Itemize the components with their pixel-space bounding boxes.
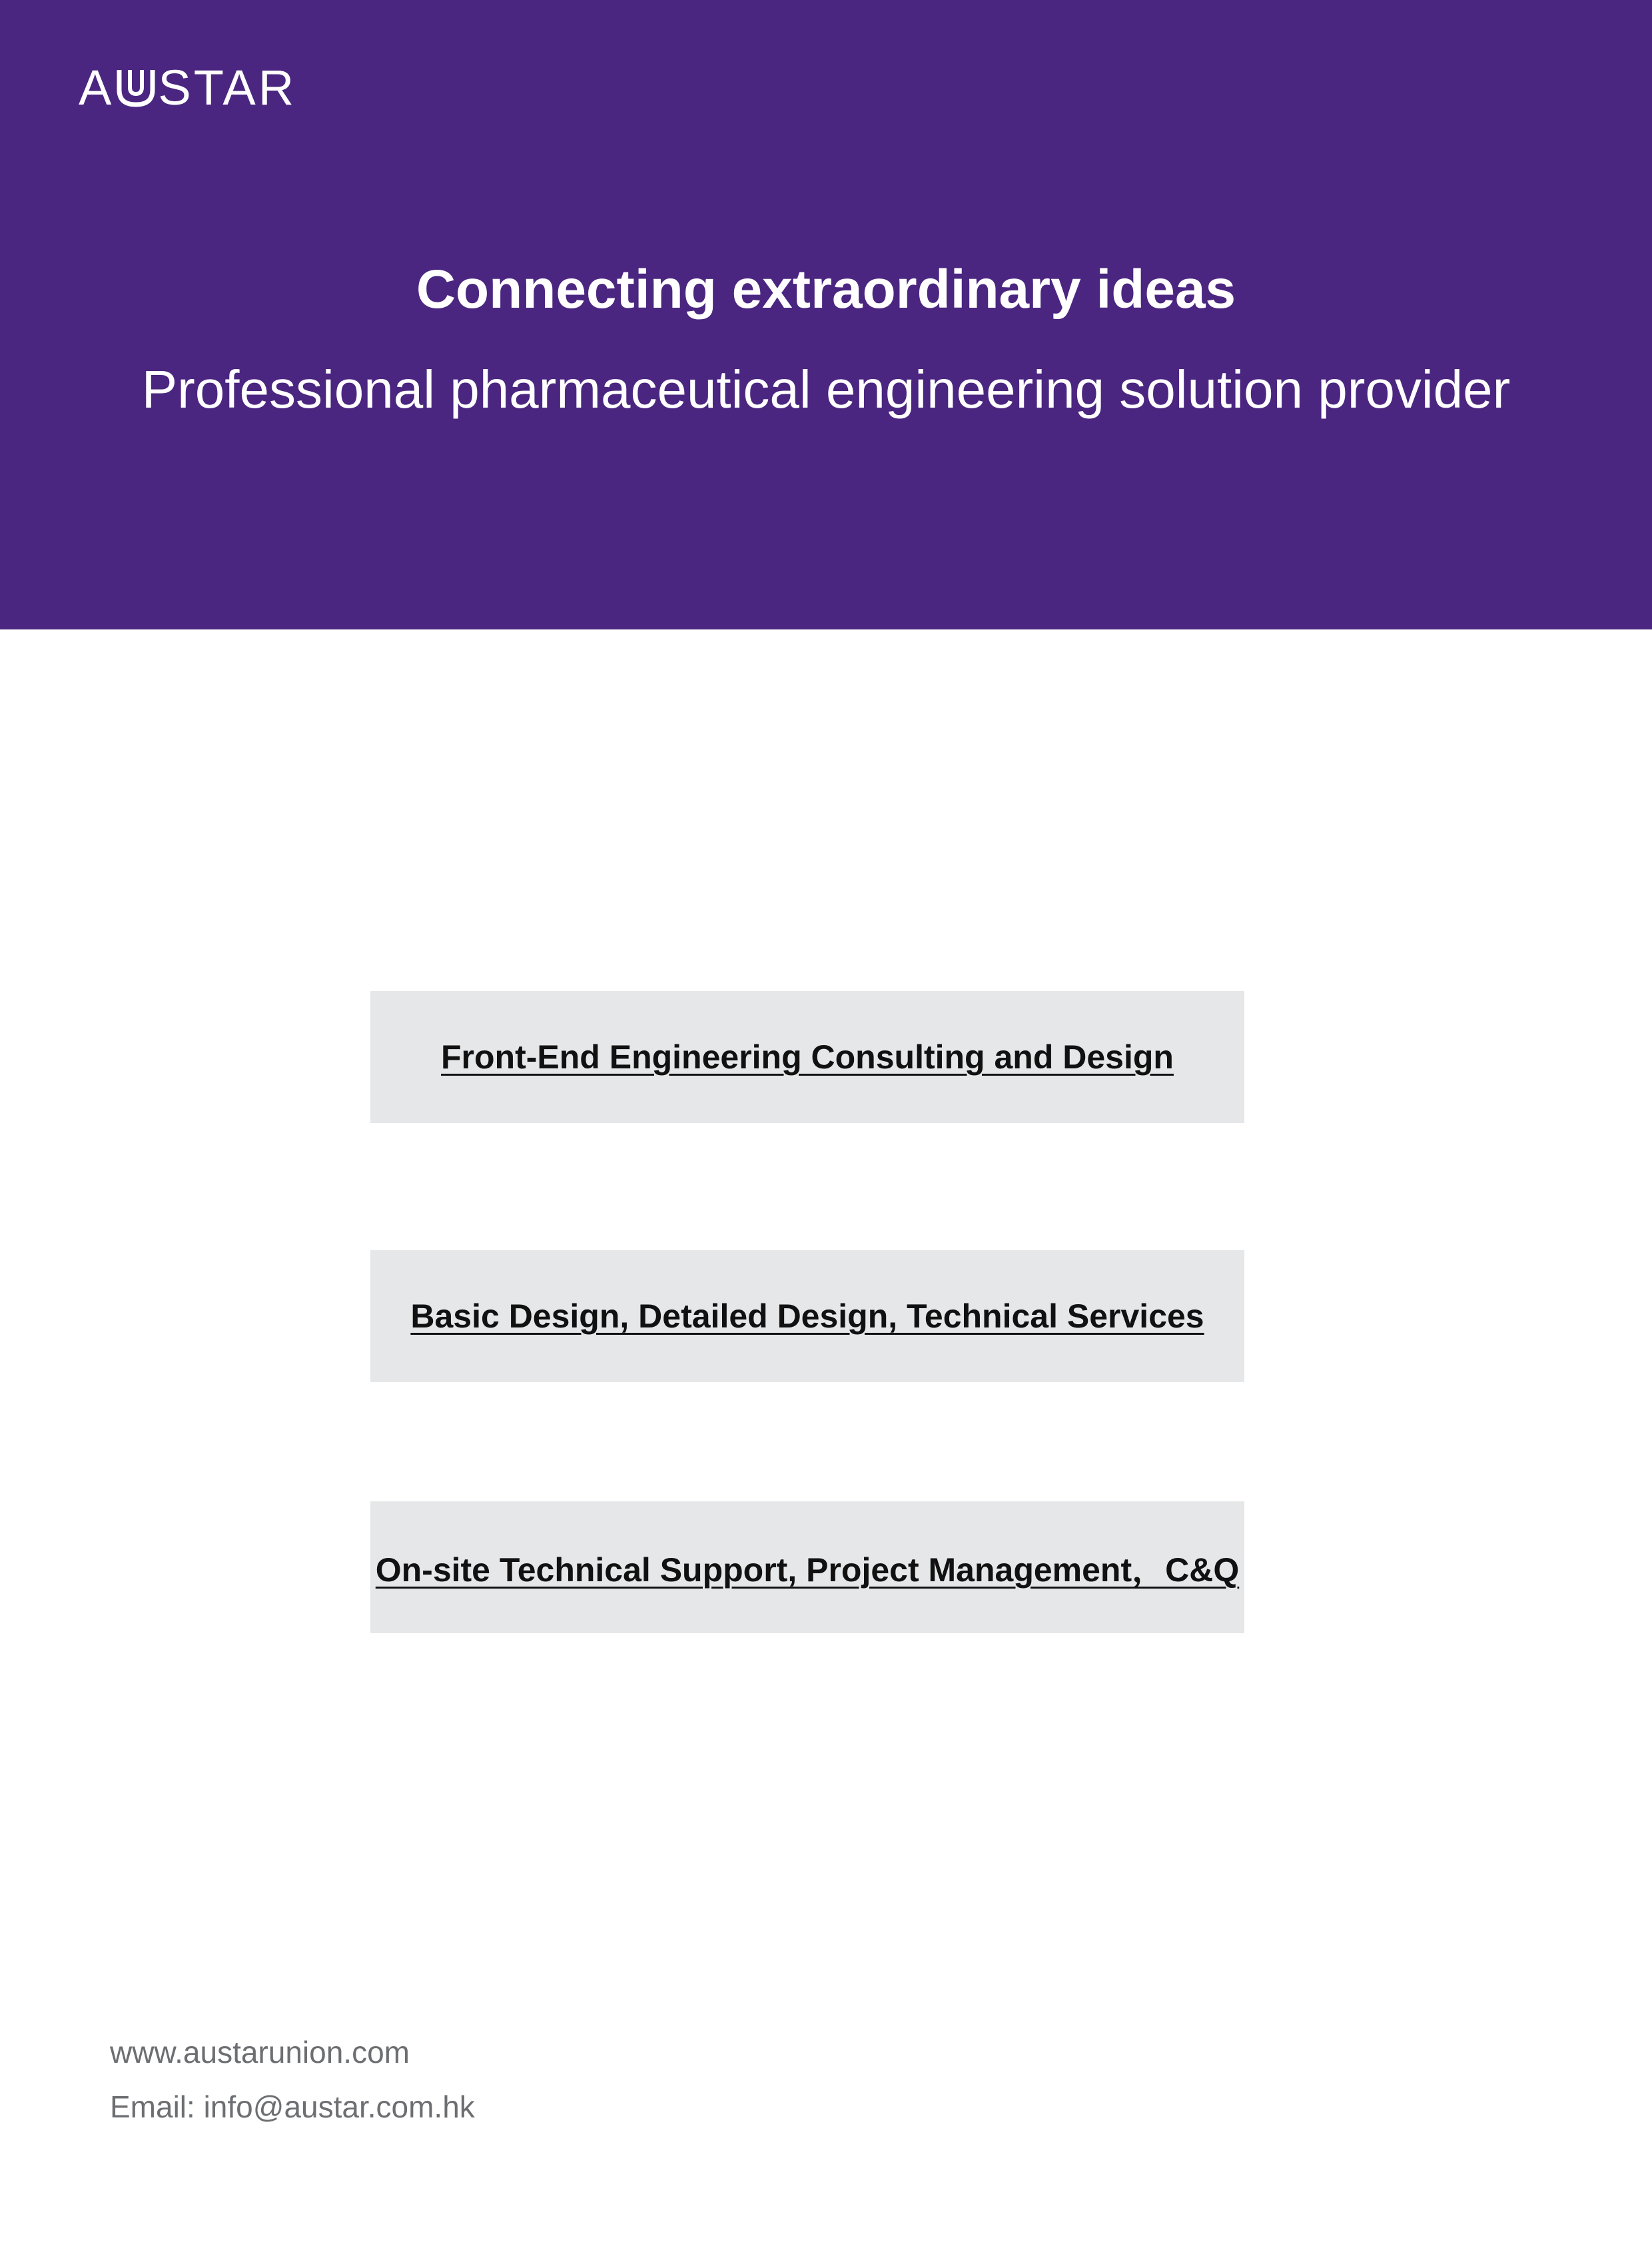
- service-link-design[interactable]: Basic Design, Detailed Design, Technical Services: [410, 1298, 1204, 1335]
- service-link-onsite[interactable]: On-site Technical Support, Project Management，C&Q: [375, 1551, 1240, 1589]
- hero-headline: Connecting extraordinary ideas: [416, 259, 1236, 320]
- logo-letter-a: A: [79, 60, 115, 115]
- logo-letters-star: STAR: [158, 60, 297, 115]
- header-band: [0, 0, 1652, 629]
- logo-wordmark: [79, 61, 296, 115]
- logo-u-mark-icon: [115, 67, 157, 107]
- footer-email[interactable]: Email: info@austar.com.hk: [110, 2089, 475, 2124]
- service-box-front-end: [370, 991, 1244, 1123]
- service-box-onsite: [370, 1501, 1244, 1633]
- footer-website[interactable]: www.austarunion.com: [110, 2035, 410, 2069]
- service-box-design: [370, 1250, 1244, 1382]
- service-link-front-end[interactable]: Front-End Engineering Consulting and Design: [441, 1038, 1174, 1076]
- austar-logo: [79, 61, 296, 115]
- hero-subheadline: Professional pharmaceutical engineering solution provider: [141, 360, 1511, 419]
- footer-contact: [110, 2025, 475, 2134]
